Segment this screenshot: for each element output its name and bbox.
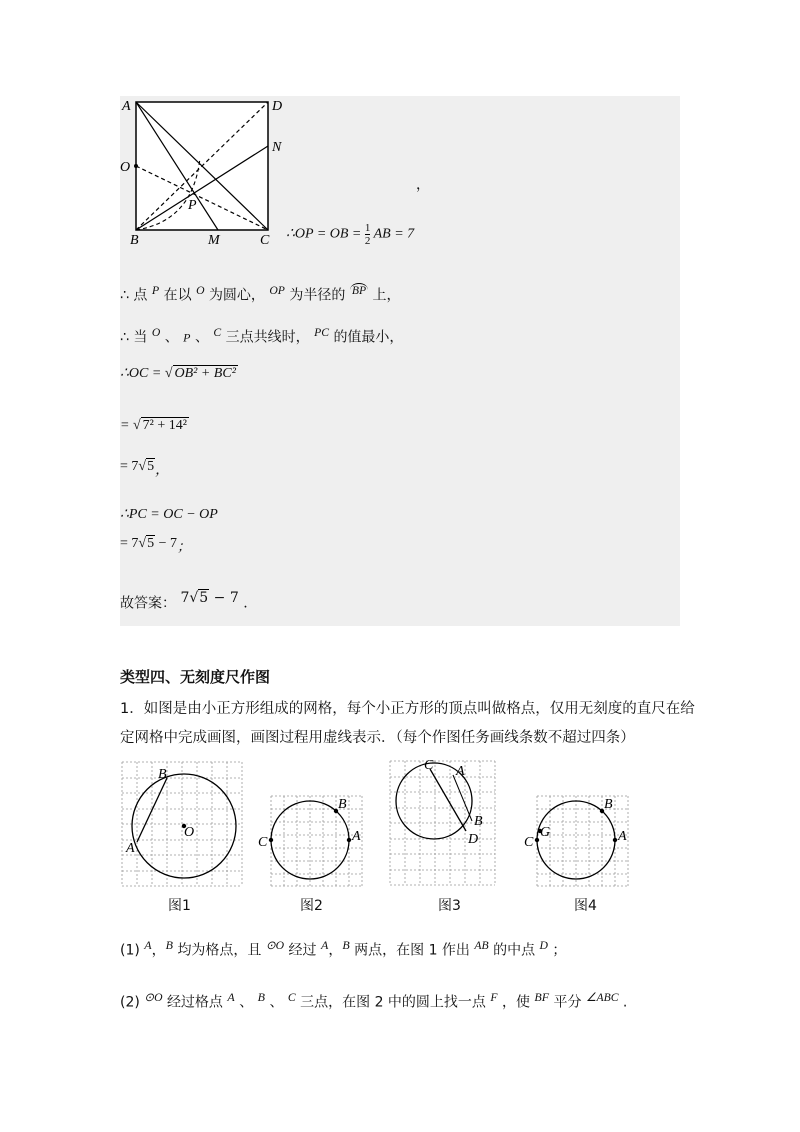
fig3-label-c: C — [424, 758, 434, 773]
line-circle: ∴ 点 $^P$ 在以 $^O$ 为圆心， $^{OP}$ 为半径的 $^{BP}$ 上， — [120, 283, 401, 304]
label-d: D — [272, 99, 283, 114]
label-m: M — [208, 233, 220, 248]
fig4-label-c: C — [524, 835, 534, 850]
line-pc: ∴PC = OC − OP — [120, 507, 218, 522]
fig2-label-c: C — [258, 835, 268, 850]
fig3-label-b: B — [474, 814, 483, 829]
fig2-label-a: A — [352, 829, 361, 844]
figure-2 — [258, 792, 368, 890]
square-diagram — [118, 96, 293, 251]
fig1-label-o: O — [184, 825, 195, 840]
fig3-label-a: A — [456, 764, 465, 779]
fraction-half: $\frac{1}{2}$ — [364, 222, 371, 247]
fig2-point-a — [347, 838, 351, 842]
label-c: C — [260, 233, 270, 248]
label-b: B — [130, 233, 139, 248]
section-heading: 类型四、无刻度尺作图 — [120, 668, 271, 686]
fig1-label-a: A — [126, 841, 135, 856]
figure-1-caption: 图1 — [168, 898, 191, 914]
line-eq1: = √ 7² + 14² — [120, 418, 187, 433]
fig4-label-g: G — [540, 825, 551, 840]
figure-1 — [118, 760, 248, 890]
question-line-1: 1．如图是由小正方形组成的网格，每个小正方形的顶点叫做格点，仅用无刻度的直尺在给 — [120, 701, 695, 717]
fig4-point-a — [613, 838, 617, 842]
label-a: A — [122, 99, 131, 114]
subquestion-1: (1) $^A$，$^B$ 均为格点，且 $^{⊙O}$ 经过 $^A$，$^B$ 两点，在图 1 作出 $^{AB}$ 的中点 $^D$ ； — [120, 938, 567, 959]
fig3-label-d: D — [468, 832, 479, 847]
figure-2-caption: 图2 — [300, 898, 323, 914]
fig2-label-b: B — [338, 797, 347, 812]
arc-bp-label: BP — [351, 284, 367, 297]
fig4-point-c — [535, 838, 539, 842]
question-line-2: 定网格中完成画图，画图过程用虚线表示．（每个作图任务画线条数不超过四条） — [120, 730, 635, 746]
label-o: O — [120, 160, 131, 175]
point-o — [134, 164, 138, 168]
line-oc: ∴OC = √ OB² + BC² — [120, 366, 236, 381]
figure-3-caption: 图3 — [438, 898, 461, 914]
subquestion-2: (2) $^{⊙O}$ 经过格点 $^A$ 、 $^B$ 、 $^C$ 三点，在图 2 中的圆上找一点 $^F$ ，使 $^{BF}$ 平分 $^{\angle ABC}$ . — [120, 990, 628, 1011]
figure-4-caption: 图4 — [574, 898, 597, 914]
fig1-label-b: B — [158, 767, 167, 782]
answer-line: 故答案： $^{7√5 - 7}$ . — [120, 590, 248, 612]
fig2-point-c — [269, 838, 273, 842]
fig4-label-b: B — [604, 797, 613, 812]
comma-1: ， — [416, 177, 430, 193]
figure-3 — [386, 757, 506, 890]
line-op-eq: ∴OP = OB = $\frac{1}{2}$ AB = 7 — [286, 222, 415, 247]
label-p: P — [188, 198, 197, 213]
line-min: ∴ 当 $^O$ 、 P 、 $^C$ 三点共线时， $^{PC}$ 的值最小， — [120, 326, 404, 346]
fig4-label-a: A — [618, 829, 627, 844]
figure-4 — [520, 792, 632, 890]
line-eq3: = $7√5 - 7_;$ — [120, 536, 191, 555]
label-n: N — [272, 140, 282, 155]
line-eq2: = $7√5_,$ — [120, 459, 170, 478]
